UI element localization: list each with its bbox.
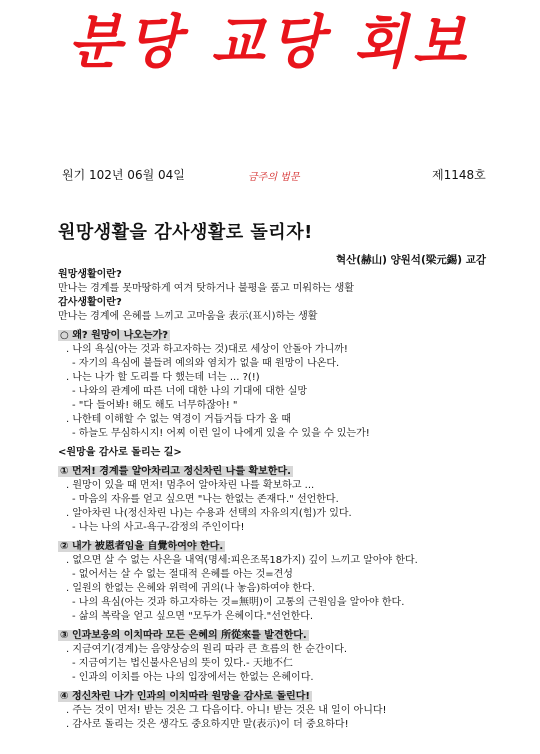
section-heading [58, 539, 498, 554]
section-line: - 삶의 복락을 얻고 싶으면 "모두가 은혜이다."선언한다. [72, 611, 314, 622]
section-line: . 일원의 한없는 은혜와 위력에 귀의(나 놓음)하여야 한다. [66, 583, 315, 594]
article-title: 원망생활을 감사생활로 돌리자! [58, 222, 313, 243]
section-line: - 하늘도 무심하시지! 어찌 이런 일이 나에게 있을 수 있을 수 있는가! [72, 428, 370, 439]
section-heading [58, 464, 498, 479]
section-line: - 마음의 자유를 얻고 싶으면 "나는 한없는 존재다." 선언한다. [72, 494, 339, 505]
section-line: . 주는 것이 먼저! 받는 것은 그 다음이다. 아니! 받는 것은 내 일이 아니다! [66, 705, 387, 716]
section-heading [58, 445, 498, 460]
section-line: - 나의 욕심(아는 것과 하고자하는 것=無明)이 고통의 근원임을 알아야 한다. [72, 597, 405, 608]
section-line: - 나는 나의 사고-욕구-감정의 주인이다! [72, 522, 245, 533]
section-heading-text: <원망을 감사로 돌리는 길> [58, 447, 182, 458]
section-line: - 지금여기는 법신불사은님의 뜻이 있다.- 天地不仁 [72, 658, 293, 669]
section-heading [58, 628, 498, 643]
section-line: . 감사로 돌리는 것은 생각도 중요하지만 말(表示)이 더 중요하다! [66, 719, 349, 730]
definition-title: 원망생활이란? [58, 269, 122, 280]
section-heading-text: ④ 정신차린 나가 인과의 이치따라 원망을 감사로 돌린다! [60, 691, 310, 702]
section-heading [58, 328, 498, 343]
section-line: - 없어서는 살 수 없는 절대적 은혜를 아는 것=견성 [72, 569, 293, 580]
section-line: - "다 들어봐! 해도 해도 너무하잖아! " [72, 400, 238, 411]
section-heading [58, 689, 498, 704]
section-heading-text: ○ 왜? 원망이 나오는가? [60, 330, 169, 341]
section-line: . 지금여기(경계)는 음양상승의 원리 따라 큰 흐름의 한 순간이다. [66, 644, 348, 655]
issue-date: 원기 102년 06월 04일 [62, 168, 185, 182]
sections-container [58, 328, 498, 732]
section-line: . 나는 나가 할 도리를 다 했는데 너는 ... ?(!) [66, 372, 260, 383]
masthead-title: 분당 교당 회보 [68, 8, 472, 76]
issue-section-title: 금주의 법문 [248, 172, 300, 183]
section-line: . 나한테 이해할 수 없는 역경이 거듭거듭 다가 올 때 [66, 414, 291, 425]
section-line: . 원망이 있을 때 먼저! 멈추어 알아차린 나를 확보하고 ... [66, 480, 315, 491]
section-heading-text: ② 내가 被恩者임을 自覺하여야 한다. [60, 541, 224, 552]
article-author: 혁산(赫山) 양원석(梁元錫) 교감 [335, 254, 486, 266]
section-line: . 알아차린 나(정신차린 나)는 수용과 선택의 자유의지(힘)가 있다. [66, 508, 352, 519]
section-line: - 인과의 이치를 아는 나의 입장에서는 한없는 은혜이다. [72, 672, 314, 683]
definition-text: 만나는 경계에 은혜를 느끼고 고마움을 表示(표시)하는 생활 [58, 311, 318, 322]
section-heading-text: ① 먼저! 경계를 알아차리고 정신차린 나를 확보한다. [60, 466, 291, 477]
section-line: . 없으면 살 수 없는 사은을 내역(명세:피은조목18가지) 깊이 느끼고 알아야 한다. [66, 555, 418, 566]
section-line: . 나의 욕심(아는 것과 하고자하는 것)대로 세상이 안돌아 가니까! [66, 344, 348, 355]
issue-number: 제1148호 [432, 168, 486, 182]
article-body [58, 268, 498, 732]
section-line: - 나와의 관계에 따른 너에 대한 나의 기대에 대한 실망 [72, 386, 308, 397]
section-heading-text: ③ 인과보응의 이치따라 모든 은혜의 所從來를 발견한다. [60, 630, 307, 641]
definition-text: 만나는 경계를 못마땅하게 여겨 탓하거나 불평을 품고 미워하는 생활 [58, 283, 354, 294]
definition-title: 감사생활이란? [58, 297, 122, 308]
definition-block [58, 268, 498, 324]
section-line: - 자기의 욕심에 불들려 예의와 염치가 없을 때 원망이 나온다. [72, 358, 340, 369]
